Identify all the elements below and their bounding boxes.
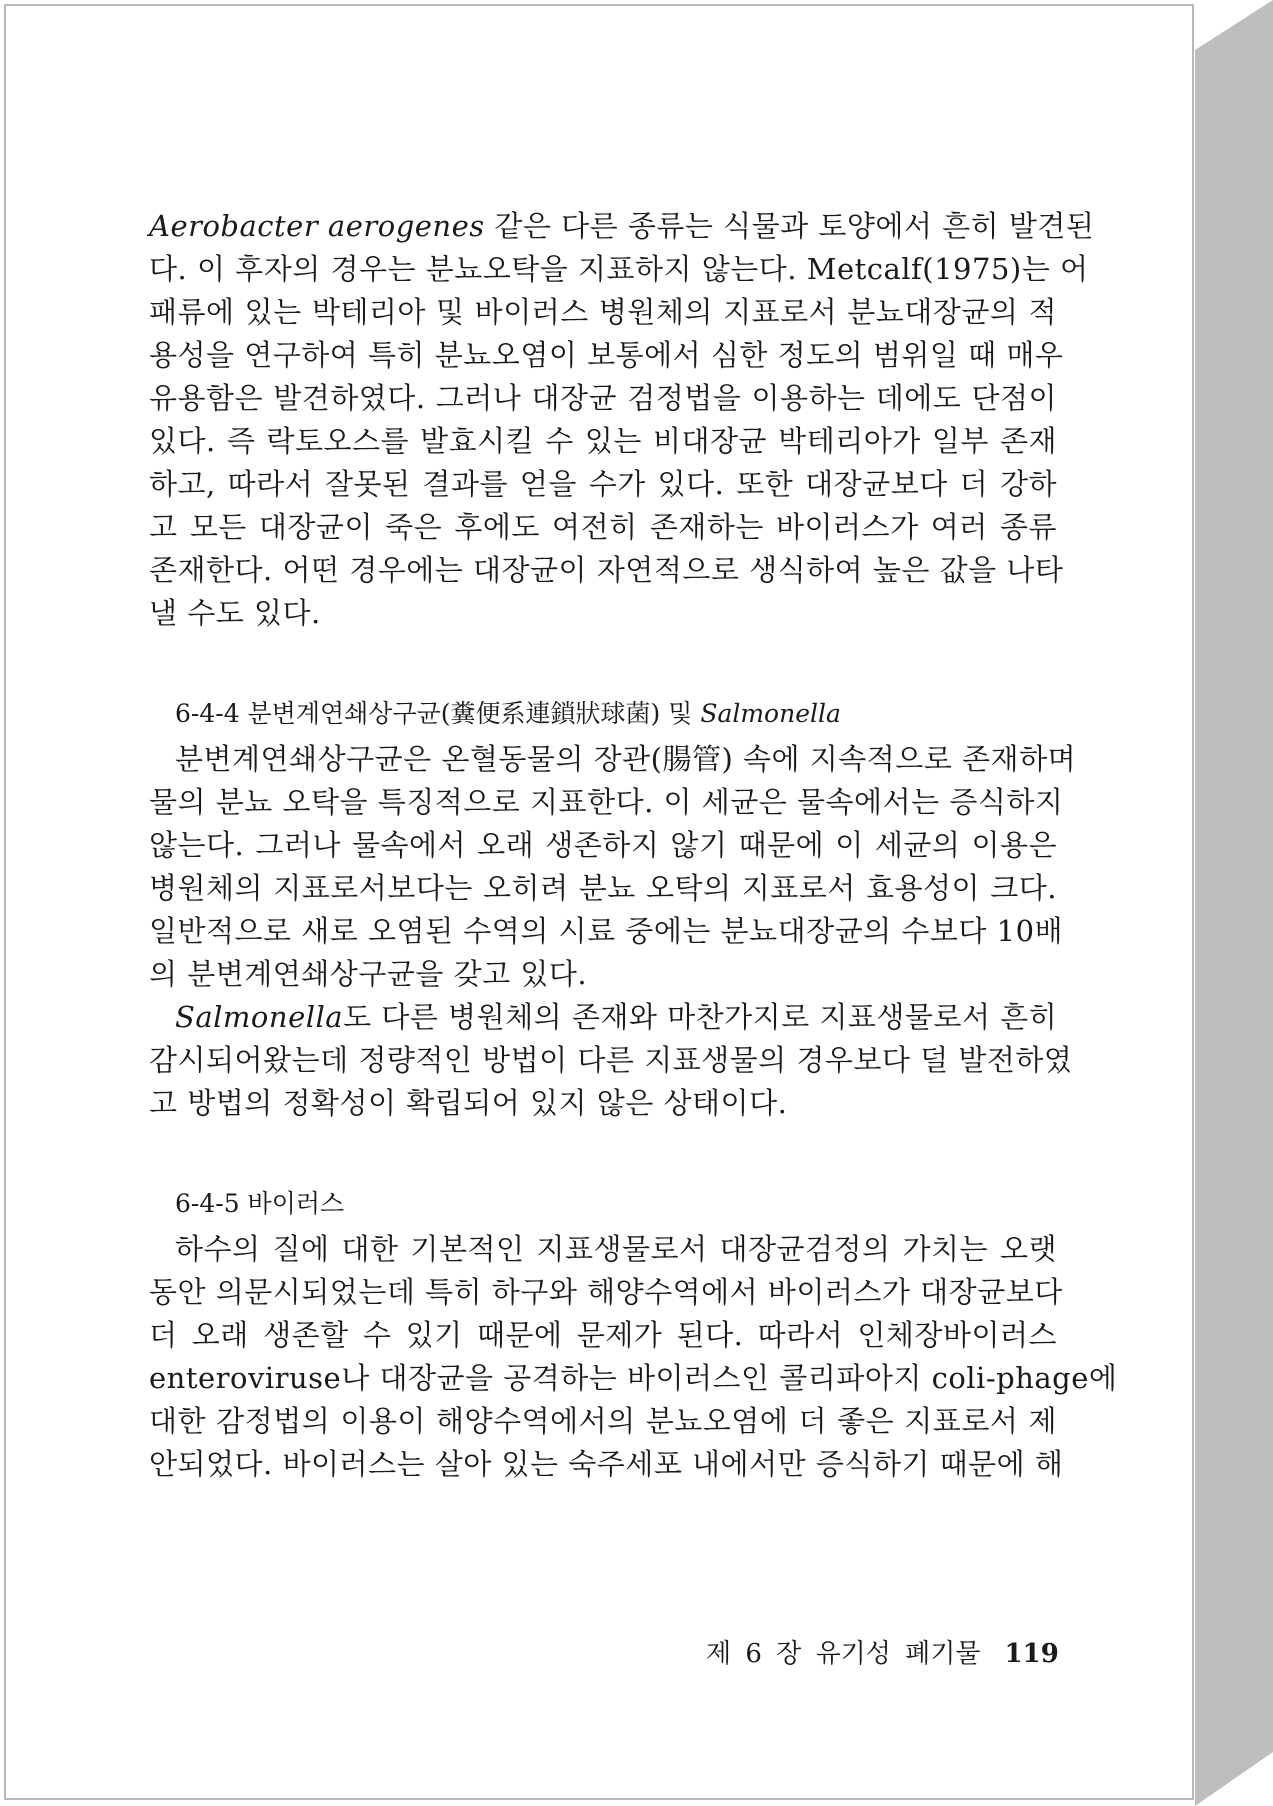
text-line: 분변계연쇄상구균은 온혈동물의 장관(腸管) 속에 지속적으로 존재하며 bbox=[175, 742, 1077, 776]
text-line: 유용함은 발견하였다. 그러나 대장균 검정법을 이용하는 데에도 단점이 bbox=[149, 381, 1057, 415]
heading-species: Salmonella bbox=[700, 699, 841, 728]
text-line: 고 방법의 정확성이 확립되어 있지 않은 상태이다. bbox=[149, 1086, 788, 1120]
text-line: enteroviruse나 대장균을 공격하는 바이러스인 콜리파아지 coli-phage에 bbox=[149, 1361, 1118, 1395]
text-line: 일반적으로 새로 오염된 수역의 시료 중에는 분뇨대장균의 수보다 10배 bbox=[149, 914, 1064, 948]
book-side-edge bbox=[1195, 0, 1273, 1806]
section-heading-6-4-4 bbox=[175, 696, 841, 732]
species-name: Salmonella bbox=[175, 1000, 344, 1034]
text-line: 하수의 질에 대한 기본적인 지표생물로서 대장균검정의 가치는 오랫 bbox=[175, 1232, 1057, 1266]
section-heading-6-4-5: 6-4-5 바이러스 bbox=[175, 1189, 345, 1218]
text-line bbox=[149, 997, 1057, 1037]
text-line: 존재한다. 어떤 경우에는 대장균이 자연적으로 생식하여 높은 값을 나타 bbox=[149, 553, 1064, 587]
chapter-title: 제 6 장 유기성 폐기물 bbox=[706, 1639, 981, 1669]
text-line: 낼 수도 있다. bbox=[149, 596, 321, 630]
text-line: 물의 분뇨 오탁을 특징적으로 지표한다. 이 세균은 물속에서는 증식하지 bbox=[149, 785, 1064, 819]
text-line bbox=[149, 206, 1095, 246]
text-line: 하고, 따라서 잘못된 결과를 얻을 수가 있다. 또한 대장균보다 더 강하 bbox=[149, 467, 1057, 501]
text-line: 병원체의 지표로서보다는 오히려 분뇨 오탁의 지표로서 효용성이 크다. bbox=[149, 871, 1057, 905]
text-line: 패류에 있는 박테리아 및 바이러스 병원체의 지표로서 분뇨대장균의 적 bbox=[149, 295, 1057, 329]
text-line: 감시되어왔는데 정량적인 방법이 다른 지표생물의 경우보다 덜 발전하였 bbox=[149, 1043, 1073, 1077]
text-line: 고 모든 대장균이 죽은 후에도 여전히 존재하는 바이러스가 여러 종류 bbox=[149, 510, 1057, 544]
text-line: 용성을 연구하여 특히 분뇨오염이 보통에서 심한 정도의 범위일 때 매우 bbox=[149, 338, 1064, 372]
text-line: 있다. 즉 락토오스를 발효시킬 수 있는 비대장균 박테리아가 일부 존재 bbox=[149, 424, 1057, 458]
text-span: 도 다른 병원체의 존재와 마찬가지로 지표생물로서 흔히 bbox=[343, 1000, 1058, 1034]
page-footer bbox=[706, 1636, 1059, 1672]
text-line: 안되었다. 바이러스는 살아 있는 숙주세포 내에서만 증식하기 때문에 해 bbox=[149, 1447, 1064, 1481]
book-page bbox=[4, 4, 1194, 1800]
text-line: 더 오래 생존할 수 있기 때문에 문제가 된다. 따라서 인체장바이러스 bbox=[149, 1318, 1057, 1352]
text-line: 의 분변계연쇄상구균을 갖고 있다. bbox=[149, 957, 588, 991]
text-line: 동안 의문시되었는데 특히 하구와 해양수역에서 바이러스가 대장균보다 bbox=[149, 1275, 1063, 1309]
text-line: 대한 감정법의 이용이 해양수역에서의 분뇨오염에 더 좋은 지표로서 제 bbox=[149, 1404, 1057, 1438]
species-name: Aerobacter aerogenes bbox=[149, 209, 485, 243]
text-line: 않는다. 그러나 물속에서 오래 생존하지 않기 때문에 이 세균의 이용은 bbox=[149, 828, 1057, 862]
heading-text: 6-4-4 분변계연쇄상구균(糞便系連鎖狀球菌) 및 bbox=[175, 699, 701, 728]
text-span: 같은 다른 종류는 식물과 토양에서 흔히 발견된 bbox=[484, 209, 1095, 243]
page-number: 119 bbox=[1004, 1639, 1059, 1669]
text-line: 다. 이 후자의 경우는 분뇨오탁을 지표하지 않는다. Metcalf(1975)는 어 bbox=[149, 252, 1089, 286]
